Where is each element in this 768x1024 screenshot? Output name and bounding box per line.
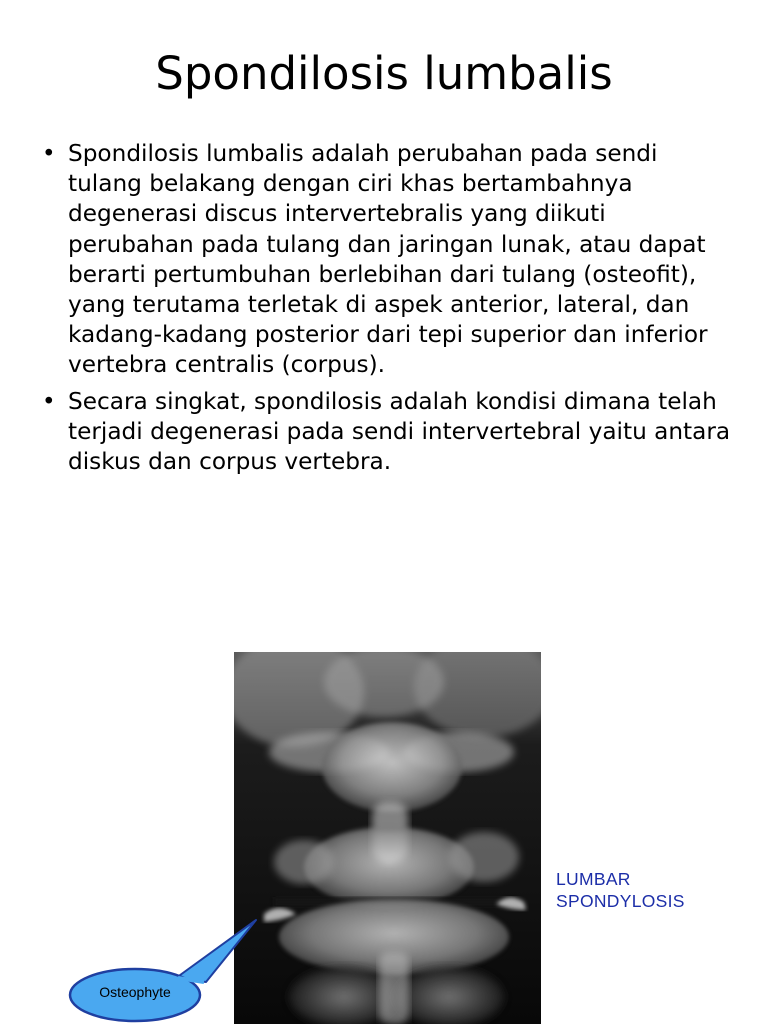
bullet-icon: • bbox=[42, 388, 56, 415]
lumbar-xray-image bbox=[234, 652, 541, 1024]
bullet-text: Spondilosis lumbalis adalah perubahan pada sendi tulang belakang dengan ciri khas bertambahnya degenerasi discus intervertebralis yang diikuti perubahan pada tulang dan jaringan lunak, atau dapat berarti pertumbuhan berlebihan dari tulang (osteofit), yang terutama terletak di aspek anterior, lateral, dan kadang-kadang posterior dari tepi superior dan inferior vertebra centralis (corpus). bbox=[68, 140, 708, 379]
caption-line-2: SPONDYLOSIS bbox=[556, 891, 685, 911]
xray-illustration bbox=[234, 652, 541, 1024]
bullet-text: Secara singkat, spondilosis adalah kondisi dimana telah terjadi degenerasi pada sendi intervertebral yaitu antara diskus dan corpus vertebra. bbox=[68, 387, 731, 476]
callout-label: Osteophyte bbox=[99, 984, 171, 1000]
slide-title: Spondilosis lumbalis bbox=[155, 47, 613, 100]
bullet-icon: • bbox=[42, 141, 56, 167]
bullet-list bbox=[42, 139, 732, 483]
bullet-item-definition bbox=[42, 139, 732, 381]
bullet-item-summary bbox=[42, 387, 732, 478]
osteophyte-callout-bubble bbox=[64, 910, 274, 1024]
figure-caption bbox=[556, 868, 685, 912]
caption-line-1: LUMBAR bbox=[556, 869, 631, 889]
